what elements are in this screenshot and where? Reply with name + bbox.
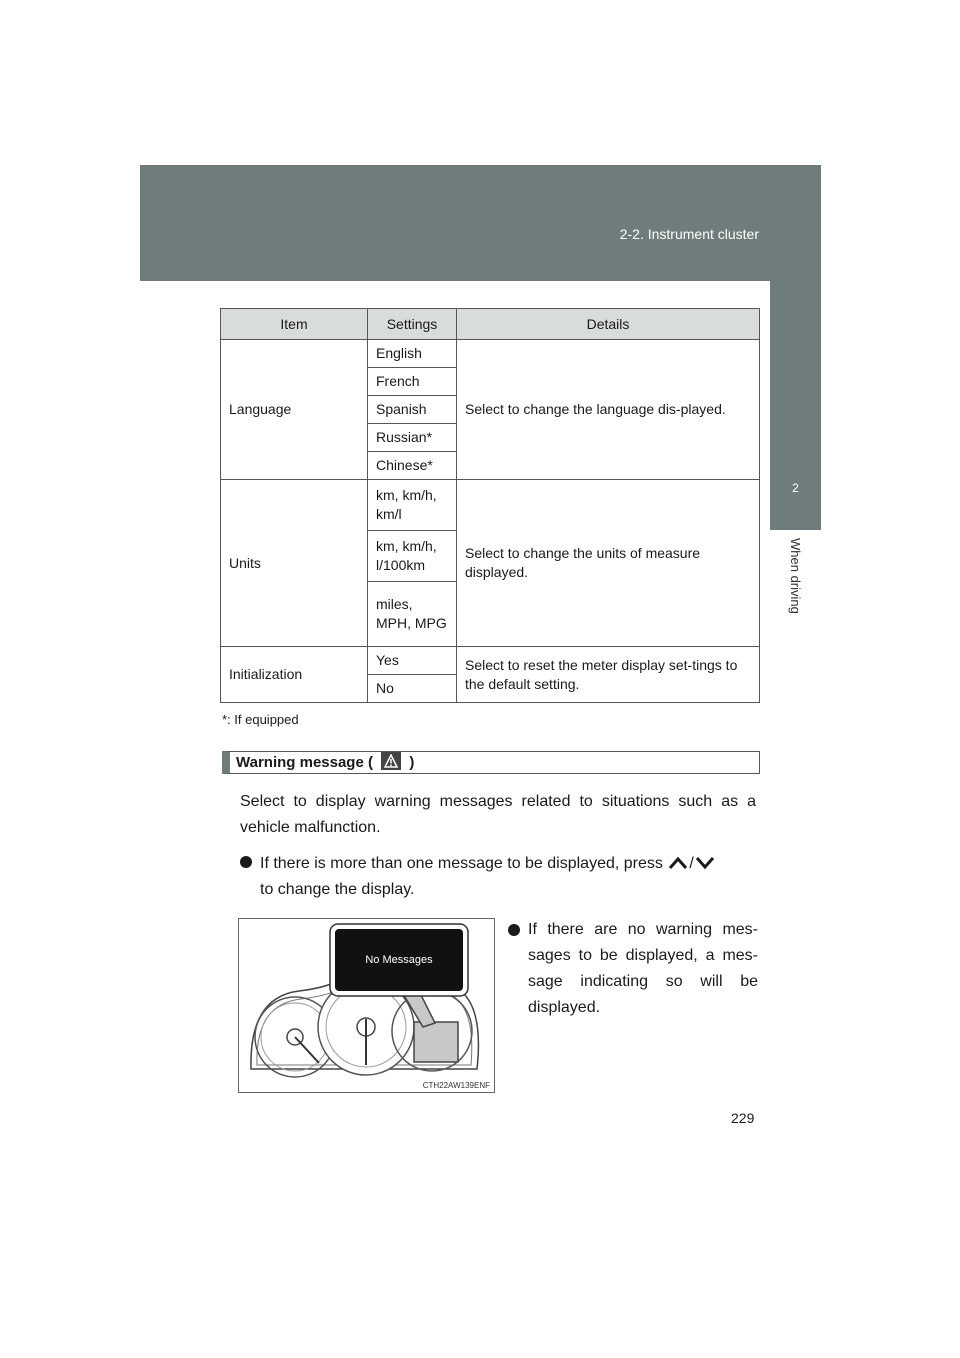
chevron-separator: / (689, 855, 694, 872)
bullet-item (508, 917, 758, 1021)
bullet-dot (508, 924, 520, 936)
page-number: 229 (731, 1110, 755, 1126)
bullet-dot (240, 856, 252, 868)
chapter-label: When driving (788, 538, 803, 614)
setting-cell: miles, MPH, MPG (368, 582, 457, 647)
chapter-number: 2 (770, 461, 821, 530)
table-header-row (221, 309, 760, 340)
bullet-item (240, 851, 760, 880)
settings-table (220, 308, 760, 703)
details-cell: Select to change the language dis-played. (457, 340, 760, 480)
heading-prefix: Warning message ( (236, 754, 373, 771)
setting-cell: Chinese* (368, 452, 457, 480)
figure-code: CTH22AW139ENF (422, 1081, 490, 1090)
section-title: 2-2. Instrument cluster (619, 226, 759, 242)
screen-message: No Messages (365, 954, 433, 966)
chapter-tab (770, 530, 821, 690)
cluster-illustration (238, 918, 495, 1093)
setting-cell: Spanish (368, 396, 457, 424)
header-band (140, 165, 821, 281)
table-row (221, 480, 760, 531)
bullet-text: If there is more than one message to be displayed, press (260, 855, 663, 872)
bullet-text-continued: to change the display. (260, 881, 415, 898)
item-cell: Units (221, 480, 368, 647)
setting-cell: English (368, 340, 457, 368)
setting-cell: km, km/h, l/100km (368, 531, 457, 582)
item-cell: Initialization (221, 647, 368, 703)
section-heading (222, 751, 760, 774)
setting-cell: Russian* (368, 424, 457, 452)
warning-triangle-icon (381, 752, 401, 770)
heading-suffix: ) (409, 754, 415, 771)
setting-cell: No (368, 675, 457, 703)
intro-paragraph: Select to display warning messages related to situations such as a vehicle malfunction. (240, 793, 756, 836)
column-header: Settings (368, 309, 457, 340)
bullet-text: If there are no warning mes-sages to be displayed, a mes-sage indicating so will be displayed. (528, 921, 758, 1016)
chevron-down-icon (694, 854, 716, 880)
item-cell: Language (221, 340, 368, 480)
table-row (221, 340, 760, 368)
side-tab-band (770, 281, 821, 461)
table-row (221, 647, 760, 675)
setting-cell: Yes (368, 647, 457, 675)
setting-cell: km, km/h, km/l (368, 480, 457, 531)
chevron-up-icon (667, 854, 689, 880)
details-cell: Select to reset the meter display set-tings to the default setting. (457, 647, 760, 703)
setting-cell: French (368, 368, 457, 396)
column-header: Details (457, 309, 760, 340)
details-cell: Select to change the units of measure displayed. (457, 480, 760, 647)
column-header: Item (221, 309, 368, 340)
footnote: *: If equipped (222, 712, 299, 727)
